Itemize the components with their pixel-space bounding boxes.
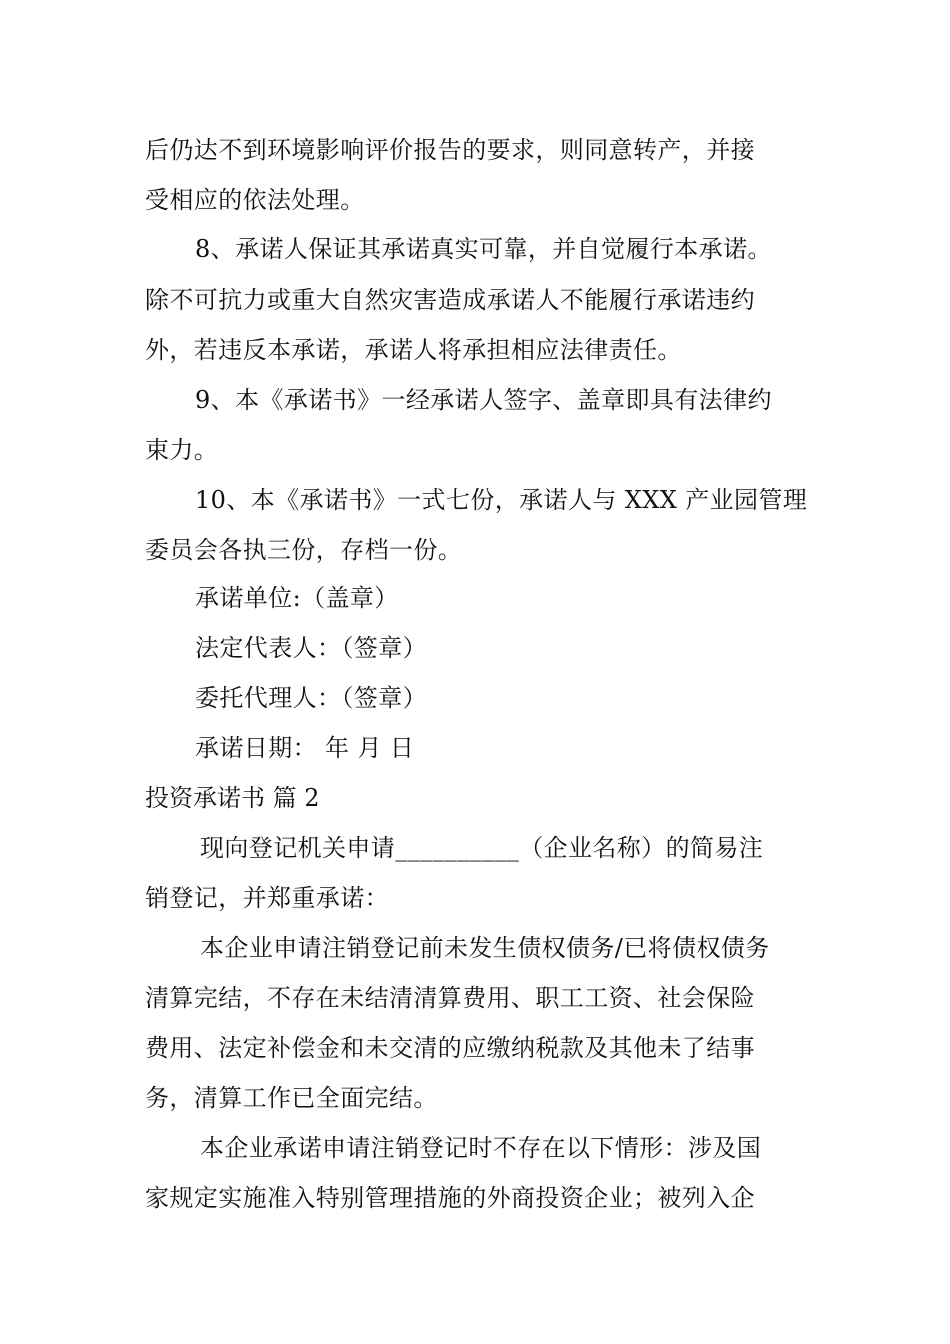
- paragraph-line: 束力。: [145, 436, 219, 464]
- legal-representative-line: 法定代表人：（签章）: [195, 634, 427, 662]
- paragraph-line: 8、承诺人保证其承诺真实可靠，并自觉履行本承诺。: [195, 235, 772, 263]
- paragraph-line: 务，清算工作已全面完结。: [145, 1084, 438, 1112]
- paragraph-line: 清算完结，不存在未结清清算费用、职工工资、社会保险: [145, 984, 755, 1012]
- paragraph-line: 费用、法定补偿金和未交清的应缴纳税款及其他未了结事: [145, 1034, 755, 1062]
- section-title: 投资承诺书 篇 2: [145, 784, 320, 812]
- paragraph-line: 本企业申请注销登记前未发生债权债务/已将债权债务: [200, 934, 770, 962]
- paragraph-line: 家规定实施准入特别管理措施的外商投资企业；被列入企: [145, 1184, 755, 1212]
- signature-unit-line: 承诺单位:（盖章）: [195, 584, 399, 612]
- paragraph-line: 除不可抗力或重大自然灾害造成承诺人不能履行承诺违约: [145, 286, 755, 314]
- paragraph-line: 后仍达不到环境影响评价报告的要求，则同意转产，并接: [145, 136, 755, 164]
- authorized-agent-line: 委托代理人：（签章）: [195, 684, 427, 712]
- paragraph-line: 受相应的依法处理。: [145, 186, 365, 214]
- paragraph-line: 外，若违反本承诺，承诺人将承担相应法律责任。: [145, 336, 682, 364]
- paragraph-line: 现向登记机关申请__________（企业名称）的简易注: [200, 834, 764, 862]
- paragraph-line: 委员会各执三份，存档一份。: [145, 536, 463, 564]
- paragraph-line: 本企业承诺申请注销登记时不存在以下情形：涉及国: [200, 1134, 762, 1162]
- paragraph-line: 10、本《承诺书》一式七份，承诺人与 XXX 产业园管理: [195, 486, 808, 514]
- paragraph-line: 销登记，并郑重承诺：: [145, 884, 389, 912]
- commitment-date-line: 承诺日期： 年 月 日: [195, 734, 415, 762]
- paragraph-line: 9、本《承诺书》一经承诺人签字、盖章即具有法律约: [195, 386, 772, 414]
